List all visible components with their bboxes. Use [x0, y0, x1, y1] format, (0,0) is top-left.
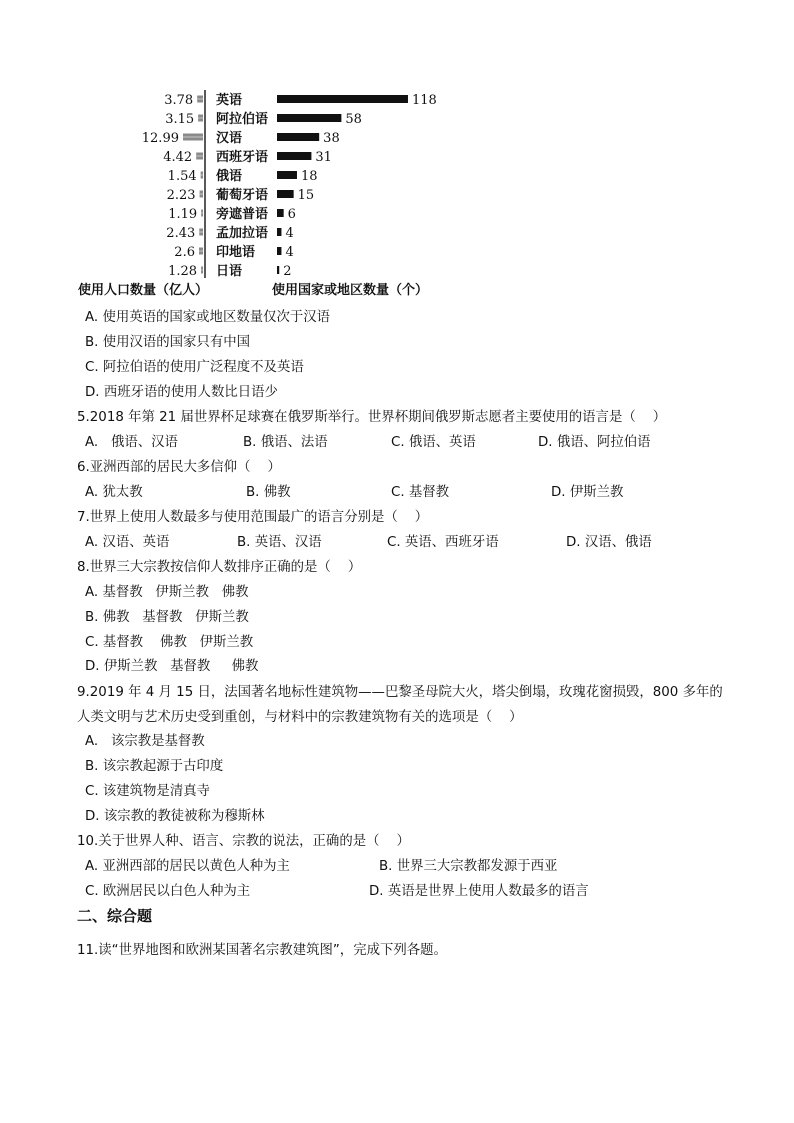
right-bar	[277, 95, 408, 103]
section-2-title: 二、综合题	[77, 907, 153, 925]
q8-option-a[interactable]: A. 基督教 伊斯兰教 佛教	[85, 585, 249, 600]
right-bar	[277, 171, 297, 179]
q5-option-b[interactable]: B. 俄语、法语	[243, 435, 328, 450]
q9-option-d[interactable]: D. 该宗教的教徒被称为穆斯林	[85, 809, 265, 824]
right-value-label: 31	[315, 150, 332, 165]
q4-option-c[interactable]: C. 阿拉伯语的使用广泛程度不及英语	[85, 360, 304, 375]
q8-option-d[interactable]: D. 伊斯兰教 基督教 佛教	[85, 659, 259, 674]
q7-option-c[interactable]: C. 英语、西班牙语	[387, 535, 499, 550]
left-value-label: 12.99	[141, 131, 179, 146]
q8-stem: 8.世界三大宗教按信仰人数排序正确的是（ ）	[77, 560, 362, 575]
q11-stem: 11.读“世界地图和欧洲某国著名宗教建筑图”，完成下列各题。	[77, 943, 447, 958]
right-axis-label: 使用国家或地区数量（个）	[272, 283, 429, 298]
category-label: 日语	[216, 264, 243, 279]
left-axis-label: 使用人口数量（亿人）	[78, 283, 209, 298]
language-chart	[72, 84, 452, 304]
left-value-label: 2.6	[174, 245, 195, 260]
right-value-label: 4	[285, 245, 294, 260]
right-bar	[277, 114, 341, 122]
right-bar	[277, 133, 319, 141]
left-value-label: 3.78	[164, 93, 194, 108]
q7-option-a[interactable]: A. 汉语、英语	[85, 535, 170, 550]
q5-option-d[interactable]: D. 俄语、阿拉伯语	[538, 435, 651, 450]
q10-option-a[interactable]: A. 亚洲西部的居民以黄色人种为主	[85, 859, 290, 874]
q9-stem-line1: 9.2019 年 4 月 15 日，法国著名地标性建筑物——巴黎圣母院大火，塔尖倒塌，玫瑰花窗损毁，800 多年的	[77, 685, 723, 700]
q5-option-c[interactable]: C. 俄语、英语	[391, 435, 476, 450]
category-label: 葡萄牙语	[216, 188, 269, 203]
left-value-label: 3.15	[165, 112, 195, 127]
right-bar	[277, 209, 284, 217]
q6-option-a[interactable]: A. 犹太教	[85, 485, 143, 500]
category-label: 阿拉伯语	[216, 112, 269, 127]
category-label: 俄语	[216, 169, 243, 184]
right-value-label: 118	[411, 93, 437, 108]
left-value-label: 1.54	[167, 169, 197, 184]
right-bar	[277, 228, 281, 236]
q5-stem: 5.2018 年第 21 届世界杯足球赛在俄罗斯举行。世界杯期间俄罗斯志愿者主要使用的语言是（ ）	[77, 410, 667, 425]
right-bar	[277, 152, 311, 160]
category-label: 汉语	[216, 131, 243, 146]
left-value-label: 4.42	[163, 150, 193, 165]
q10-option-b[interactable]: B. 世界三大宗教都发源于西亚	[379, 859, 558, 874]
q10-stem: 10.关于世界人种、语言、宗教的说法，正确的是（ ）	[77, 834, 410, 849]
right-value-label: 2	[283, 264, 292, 279]
right-value-label: 18	[300, 169, 318, 184]
q9-option-a[interactable]: A. 该宗教是基督教	[85, 734, 205, 749]
right-bar	[277, 266, 279, 274]
category-label: 旁遮普语	[216, 207, 269, 222]
q7-option-d[interactable]: D. 汉语、俄语	[566, 535, 652, 550]
q10-option-c[interactable]: C. 欧洲居民以白色人种为主	[85, 884, 251, 899]
q7-option-b[interactable]: B. 英语、汉语	[237, 535, 322, 550]
q5-option-a[interactable]: A. 俄语、汉语	[85, 435, 178, 450]
right-value-label: 4	[285, 226, 294, 241]
q6-option-b[interactable]: B. 佛教	[246, 485, 291, 500]
q4-option-d[interactable]: D. 西班牙语的使用人数比日语少	[85, 385, 278, 400]
q6-stem: 6.亚洲西部的居民大多信仰（ ）	[77, 460, 281, 475]
q8-option-b[interactable]: B. 佛教 基督教 伊斯兰教	[85, 610, 249, 625]
left-value-label: 2.23	[166, 188, 196, 203]
q9-option-c[interactable]: C. 该建筑物是清真寺	[85, 784, 210, 799]
q4-option-b[interactable]: B. 使用汉语的国家只有中国	[85, 335, 250, 350]
left-value-label: 2.43	[166, 226, 196, 241]
q8-option-c[interactable]: C. 基督教 佛教 伊斯兰教	[85, 635, 254, 650]
right-value-label: 38	[323, 131, 340, 146]
q7-stem: 7.世界上使用人数最多与使用范围最广的语言分别是（ ）	[77, 510, 429, 525]
left-value-label: 1.28	[168, 264, 198, 279]
q10-option-d[interactable]: D. 英语是世界上使用人数最多的语言	[369, 884, 589, 899]
category-label: 孟加拉语	[216, 226, 269, 241]
left-value-label: 1.19	[168, 207, 198, 222]
right-value-label: 6	[287, 207, 296, 222]
right-bar	[277, 190, 294, 198]
q6-option-d[interactable]: D. 伊斯兰教	[551, 485, 624, 500]
right-value-label: 15	[297, 188, 315, 203]
q4-option-a[interactable]: A. 使用英语的国家或地区数量仅次于汉语	[85, 310, 331, 325]
q9-stem-line2: 人类文明与艺术历史受到重创，与材料中的宗教建筑物有关的选项是（ ）	[77, 710, 523, 725]
category-label: 英语	[216, 93, 243, 108]
right-bar	[277, 247, 281, 255]
q9-option-b[interactable]: B. 该宗教起源于古印度	[85, 759, 224, 774]
category-label: 西班牙语	[216, 150, 269, 165]
category-label: 印地语	[216, 245, 256, 260]
right-value-label: 58	[345, 112, 362, 127]
q6-option-c[interactable]: C. 基督教	[391, 485, 450, 500]
